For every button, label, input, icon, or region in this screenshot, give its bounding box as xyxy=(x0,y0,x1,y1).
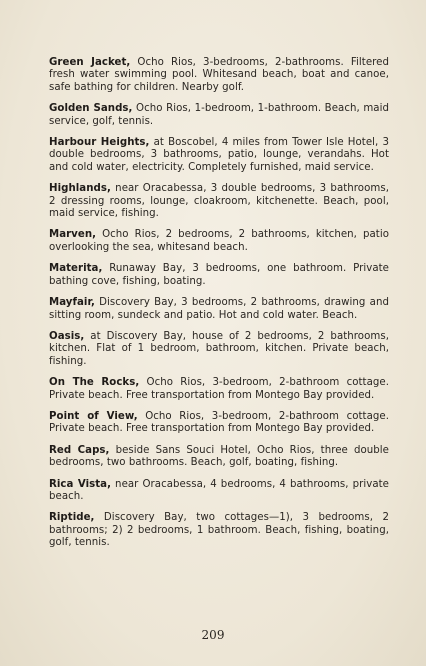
listing-entry xyxy=(49,263,389,288)
listing-name: Marven, xyxy=(49,229,97,241)
listing-entry xyxy=(49,411,389,436)
listing-details: Ocho Rios, 3-bedroom, 2-bathroom cottage. Private beach. Free transportation from Montego Bay provided. xyxy=(49,410,390,435)
listing-entry xyxy=(49,479,389,504)
listing-details: at Discovery Bay, house of 2 bedrooms, 2 bathrooms, kitchen. Flat of 1 bedroom, bathroom, kitchen. Private beach, fishing. xyxy=(49,330,389,367)
listing-column xyxy=(49,57,389,559)
listing-entry xyxy=(49,512,389,549)
listing-entry xyxy=(49,297,389,322)
listing-name: Green Jacket, xyxy=(49,57,131,68)
listing-details: Runaway Bay, 3 bedrooms, one bathroom. Private bathing cove, fishing, boating. xyxy=(49,263,389,287)
listing-name: Rica Vista, xyxy=(49,478,111,490)
listing-details: Ocho Rios, 3-bedroom, 2-bathroom cottage. Private beach. Free transportation from Montego Bay provided. xyxy=(49,377,390,401)
listing-name: Point of View, xyxy=(49,410,138,422)
listing-entry xyxy=(49,229,389,254)
listing-name: Mayfair, xyxy=(49,297,95,309)
listing-name: Oasis, xyxy=(49,330,85,342)
listing-details: beside Sans Souci Hotel, Ocho Rios, three double bedrooms, two bathrooms. Beach, golf, boating, fishing. xyxy=(49,444,389,469)
listing-name: Golden Sands, xyxy=(49,103,133,115)
listing-entry xyxy=(49,377,389,402)
listing-details: Ocho Rios, 1-bedroom, 1-bathroom. Beach, maid service, golf, tennis. xyxy=(49,103,389,127)
listing-details: near Oracabessa, 3 double bedrooms, 3 bathrooms, 2 dressing rooms, lounge, cloakroom, kitchenette. Beach, pool, maid service, fishing. xyxy=(49,183,389,220)
listing-entry xyxy=(49,57,389,94)
listing-entry xyxy=(49,183,389,220)
listing-name: Red Caps, xyxy=(49,444,110,456)
listing-details: Ocho Rios, 2 bedrooms, 2 bathrooms, kitchen, patio overlooking the sea, whitesand beach. xyxy=(49,229,389,253)
listing-entry xyxy=(49,445,389,470)
listing-entry xyxy=(49,331,389,368)
listing-details: Discovery Bay, two cottages—1), 3 bedrooms, 2 bathrooms; 2) 2 bedrooms, 1 bathroom. Beach, fishing, boating, golf, tennis. xyxy=(49,512,389,549)
page-number: 209 xyxy=(201,628,225,642)
listing-name: Riptide, xyxy=(49,512,95,524)
listing-entry xyxy=(49,137,389,174)
listing-name: On The Rocks, xyxy=(49,377,140,389)
listing-name: Harbour Heights, xyxy=(49,137,150,149)
listing-name: Highlands, xyxy=(49,183,111,195)
listing-details: Ocho Rios, 3-bedrooms, 2-bathrooms. Filtered fresh water swimming pool. Whitesand beach, boat and canoe, safe bathing for children. Nearby golf. xyxy=(49,57,390,93)
listing-details: at Boscobel, 4 miles from Tower Isle Hotel, 3 double bedrooms, 3 bathrooms, patio, lounge, verandahs. Hot and cold water, electricity. Completely furnished, maid service. xyxy=(49,137,390,173)
listing-details: near Oracabessa, 4 bedrooms, 4 bathrooms, private beach. xyxy=(49,478,389,502)
listing-details: Discovery Bay, 3 bedrooms, 2 bathrooms, drawing and sitting room, sundeck and patio. Hot and cold water. Beach. xyxy=(49,297,389,321)
listing-entry xyxy=(49,103,389,128)
listing-name: Materita, xyxy=(49,263,103,275)
